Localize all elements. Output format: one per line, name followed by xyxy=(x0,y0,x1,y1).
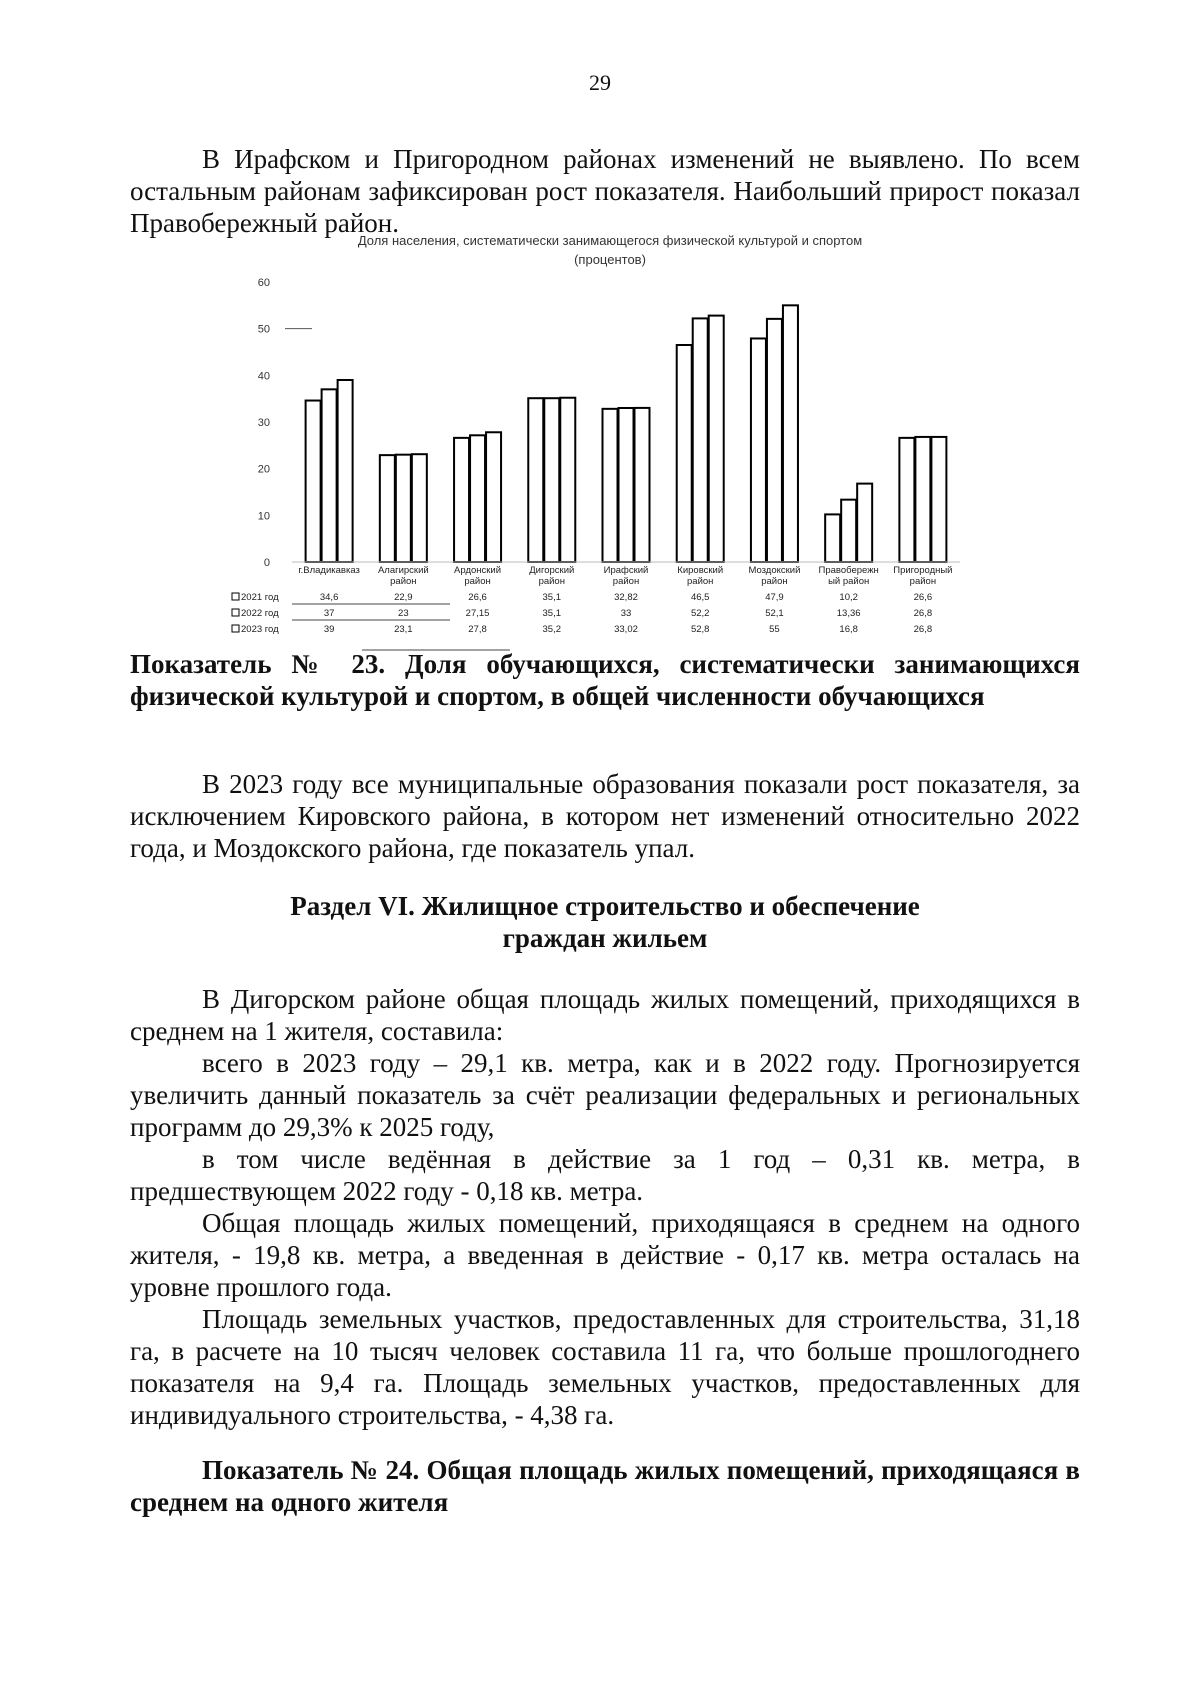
bar xyxy=(619,408,634,562)
data-table-value: 52,1 xyxy=(765,608,784,619)
data-table-value: 33,02 xyxy=(614,624,638,635)
data-table-value: 35,2 xyxy=(542,624,562,635)
category-label: Ардонский xyxy=(454,565,502,576)
bar xyxy=(470,435,485,562)
category-label: Правобережн xyxy=(818,565,879,576)
bar xyxy=(709,316,724,562)
bar xyxy=(454,438,469,562)
bar xyxy=(931,437,946,562)
data-table-value: 10,2 xyxy=(839,592,858,603)
data-table-value: 27,8 xyxy=(468,624,487,635)
bar xyxy=(857,484,872,562)
bar xyxy=(677,345,692,562)
bar xyxy=(915,437,930,562)
data-table-value: 32,82 xyxy=(614,592,638,603)
data-table-value: 52,8 xyxy=(690,624,710,635)
y-tick-label: 50 xyxy=(257,323,270,336)
data-table-value: 35,1 xyxy=(542,592,562,603)
y-tick-label: 10 xyxy=(257,510,270,523)
y-tick-label: 30 xyxy=(257,417,270,429)
data-table-value: 39 xyxy=(323,624,335,635)
data-table-value: 46,5 xyxy=(690,592,710,603)
section-6-paragraph-4: Общая площадь жилых помещений, приходящаяся в среднем на одного жителя, - 19,8 кв. метра, а введенная в действие - 0,17 кв. метра осталась на уровне прошлого года. xyxy=(130,1208,1080,1302)
section-6-paragraph-1: В Дигорском районе общая площадь жилых помещений, приходящихся в среднем на 1 жителя, составила: xyxy=(130,984,1080,1046)
bar xyxy=(825,514,840,562)
bar xyxy=(693,318,708,562)
legend-swatch xyxy=(232,609,239,616)
category-label: район xyxy=(612,576,640,587)
indicator-23-heading: Показатель № 23. Доля обучающихся, систематически занимающихся физической культурой и спортом, в общей численности обучающихся xyxy=(130,649,1080,711)
category-label: район xyxy=(909,576,937,587)
bar xyxy=(767,319,782,562)
y-tick-label: 20 xyxy=(257,463,270,476)
data-table-value: 52,2 xyxy=(690,608,710,619)
bar xyxy=(528,398,543,562)
category-label: район xyxy=(390,576,417,587)
chart-title: Доля населения, систематически занимающегося физической культурой и спортом xyxy=(357,233,863,248)
bar xyxy=(322,389,337,562)
chart xyxy=(240,233,980,700)
section-6-paragraph-3: в том числе ведённая в действие за 1 год – 0,31 кв. метра, в предшествующем 2022 году - 0,18 кв. метра. xyxy=(130,1144,1080,1206)
indicator-23-text: В 2023 году все муниципальные образования показали рост показателя, за исключением Кировского района, в котором нет изменений относительно 2022 года, и Моздокского района, где показатель упал. xyxy=(130,769,1080,863)
chart-subtitle: (процентов) xyxy=(574,252,646,267)
data-table-value: 35,1 xyxy=(542,608,562,619)
data-table-value: 23,1 xyxy=(394,624,413,635)
y-tick-label: 60 xyxy=(257,277,270,289)
bar xyxy=(396,455,411,562)
bar xyxy=(560,398,575,562)
legend-label: 2023 год xyxy=(241,624,279,635)
section-6-heading xyxy=(130,890,1080,954)
bar xyxy=(338,380,353,562)
data-table-value: 26,8 xyxy=(913,608,933,619)
indicator-24-heading: Показатель № 24. Общая площадь жилых помещений, приходящаяся в среднем на одного жителя xyxy=(130,1455,1080,1517)
y-tick-label: 40 xyxy=(257,370,270,383)
category-label: район xyxy=(687,576,714,587)
bar xyxy=(841,500,856,562)
data-table-value: 26,6 xyxy=(468,592,487,603)
category-label: район xyxy=(464,576,491,587)
legend-label: 2022 год xyxy=(241,608,279,619)
category-label: Дигорский xyxy=(529,565,575,576)
data-table-value: 22,9 xyxy=(394,592,413,603)
data-table-value: 47,9 xyxy=(765,592,784,603)
intro-paragraph: В Ирафском и Пригородном районах изменений не выявлено. По всем остальным районам зафиксирован рост показателя. Наибольший прирост показал Правобережный район. xyxy=(130,144,1080,238)
bar xyxy=(412,454,427,562)
y-tick-label: 0 xyxy=(263,557,270,569)
category-label: Моздокский xyxy=(748,565,801,576)
category-label: район xyxy=(761,576,788,587)
bar xyxy=(899,438,914,562)
bar xyxy=(635,408,650,562)
section-6-heading-line1: Раздел VI. Жилищное строительство и обеспечение xyxy=(290,891,920,921)
category-label: ый район xyxy=(828,576,870,587)
data-table-value: 27,15 xyxy=(465,608,490,619)
category-label: Пригородный xyxy=(893,565,953,576)
category-label: Ирафский xyxy=(603,565,649,576)
bar xyxy=(783,305,798,562)
legend-label: 2021 год xyxy=(241,592,279,603)
category-label: район xyxy=(538,576,565,587)
data-table-value: 23 xyxy=(398,608,409,619)
category-label: г.Владикавказ xyxy=(298,565,360,576)
legend-swatch xyxy=(232,593,239,600)
data-table-value: 34,6 xyxy=(319,592,339,603)
category-label: Кировский xyxy=(677,565,724,576)
data-table-value: 26,6 xyxy=(913,592,933,603)
data-table-value: 55 xyxy=(769,624,780,635)
data-table-value: 26,8 xyxy=(913,624,933,635)
legend-swatch xyxy=(232,625,239,632)
data-table-value: 33 xyxy=(620,608,632,619)
bar xyxy=(603,409,618,562)
page-number: 29 xyxy=(589,70,611,95)
data-table-value: 37 xyxy=(323,608,335,619)
bar xyxy=(486,432,501,562)
category-label: Алагирский xyxy=(377,565,429,576)
section-6-paragraph-5: Площадь земельных участков, предоставленных для строительства, 31,18 га, в расчете на 10 тысяч человек составила 11 га, что больше прошлогоднего показателя на 9,4 га. Площадь земельных участков, предоставленных для индивидуального строительства, - 4,38 га. xyxy=(130,1304,1080,1430)
data-table-value: 13,36 xyxy=(836,608,861,619)
bar xyxy=(544,398,559,562)
bar xyxy=(306,401,321,562)
chart-svg xyxy=(240,233,980,700)
bar xyxy=(751,338,766,562)
section-6-heading-line2: граждан жильем xyxy=(502,923,708,953)
data-table-value: 16,8 xyxy=(839,624,858,635)
bar xyxy=(380,455,395,562)
section-6-paragraph-2: всего в 2023 году – 29,1 кв. метра, как и в 2022 году. Прогнозируется увеличить данный показатель за счёт реализации федеральных и региональных программ до 29,3% к 2025 году, xyxy=(130,1048,1080,1142)
